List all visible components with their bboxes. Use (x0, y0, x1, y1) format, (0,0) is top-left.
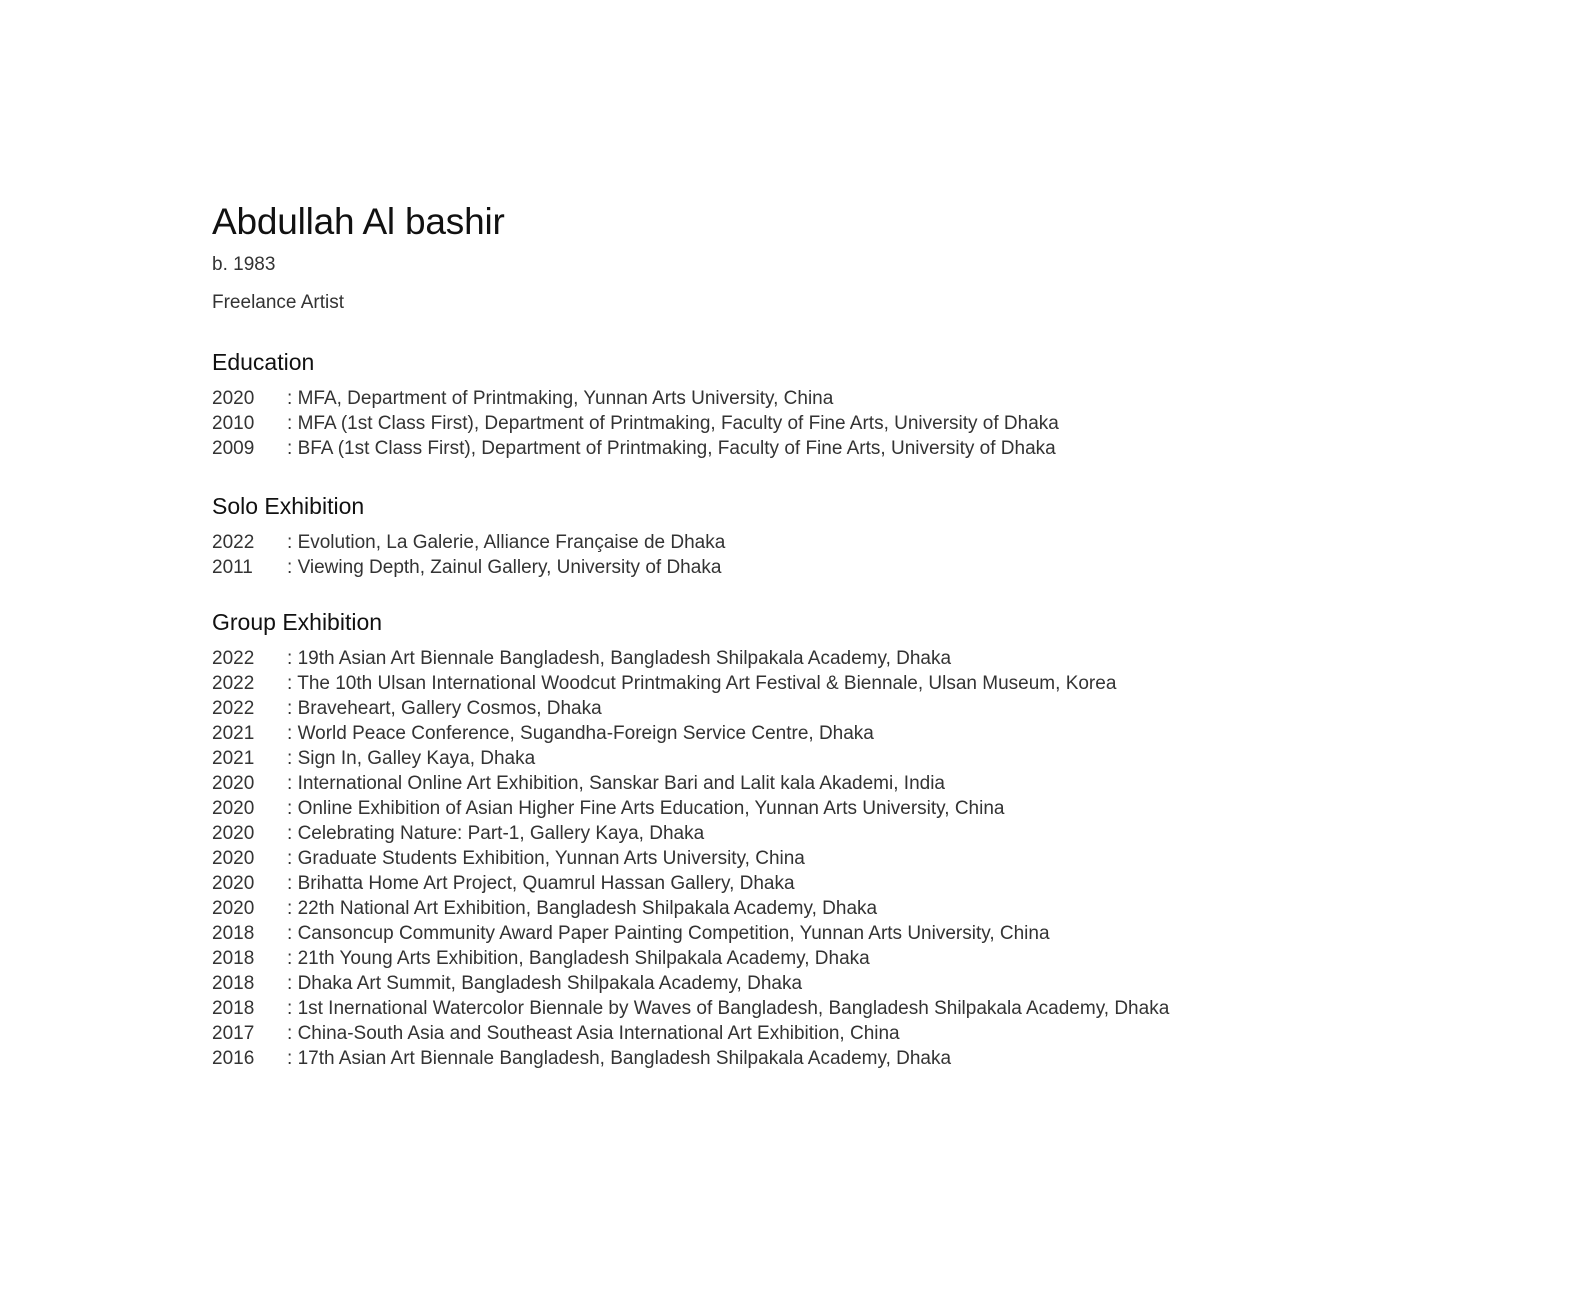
entry-description: : BFA (1st Class First), Department of Printmaking, Faculty of Fine Arts, University of Dhaka (287, 436, 1362, 461)
list-item (212, 996, 1362, 1021)
entry-year: 2018 (212, 973, 255, 994)
list-item (212, 386, 1362, 411)
list-item (212, 946, 1362, 971)
list-item (212, 871, 1362, 896)
entry-year: 2009 (212, 438, 255, 459)
solo-exhibition-section (212, 490, 1362, 580)
entry-year: 2011 (212, 557, 253, 578)
entry-description: : World Peace Conference, Sugandha-Foreign Service Centre, Dhaka (287, 721, 1362, 746)
list-item (212, 530, 1362, 555)
entry-year: 2020 (212, 848, 255, 869)
entry-description: : 1st Inernational Watercolor Biennale by Waves of Bangladesh, Bangladesh Shilpakala Academy, Dhaka (287, 996, 1362, 1021)
list-item (212, 555, 1362, 580)
entry-description: : China-South Asia and Southeast Asia International Art Exhibition, China (287, 1021, 1362, 1046)
group-exhibition-section (212, 606, 1362, 1071)
list-item (212, 746, 1362, 771)
entry-description: : 19th Asian Art Biennale Bangladesh, Bangladesh Shilpakala Academy, Dhaka (287, 646, 1362, 671)
list-item (212, 436, 1362, 461)
entry-description: : MFA (1st Class First), Department of Printmaking, Faculty of Fine Arts, University of Dhaka (287, 411, 1362, 436)
list-item (212, 821, 1362, 846)
entry-description: : Online Exhibition of Asian Higher Fine Arts Education, Yunnan Arts University, China (287, 796, 1362, 821)
entry-year: 2020 (212, 873, 255, 894)
list-item (212, 896, 1362, 921)
entry-description: : Brihatta Home Art Project, Quamrul Hassan Gallery, Dhaka (287, 871, 1362, 896)
entry-year: 2010 (212, 413, 255, 434)
list-item (212, 696, 1362, 721)
entry-year: 2020 (212, 798, 255, 819)
entry-year: 2020 (212, 388, 255, 409)
entry-year: 2018 (212, 948, 255, 969)
section-title-solo-exhibition: Solo Exhibition (212, 493, 365, 519)
entry-year: 2018 (212, 923, 255, 944)
section-title-group-exhibition: Group Exhibition (212, 609, 383, 635)
entry-year: 2018 (212, 998, 255, 1019)
entry-year: 2017 (212, 1023, 255, 1044)
list-item (212, 771, 1362, 796)
list-item (212, 846, 1362, 871)
entry-year: 2021 (212, 748, 255, 769)
entry-year: 2020 (212, 823, 255, 844)
entry-description: : Dhaka Art Summit, Bangladesh Shilpakala Academy, Dhaka (287, 971, 1362, 996)
entry-description: : MFA, Department of Printmaking, Yunnan Arts University, China (287, 386, 1362, 411)
entry-year: 2022 (212, 673, 255, 694)
entry-year: 2020 (212, 898, 255, 919)
solo-exhibition-list (212, 530, 1362, 580)
entry-description: : 21th Young Arts Exhibition, Bangladesh Shilpakala Academy, Dhaka (287, 946, 1362, 971)
list-item (212, 796, 1362, 821)
birth-year: b. 1983 (212, 254, 276, 275)
list-item (212, 646, 1362, 671)
list-item (212, 1021, 1362, 1046)
entry-description: : Evolution, La Galerie, Alliance Française de Dhaka (287, 530, 1362, 555)
entry-description: : Celebrating Nature: Part-1, Gallery Kaya, Dhaka (287, 821, 1362, 846)
entry-description: : Cansoncup Community Award Paper Painting Competition, Yunnan Arts University, China (287, 921, 1362, 946)
cv-document (212, 196, 1362, 1071)
entry-description: : 17th Asian Art Biennale Bangladesh, Bangladesh Shilpakala Academy, Dhaka (287, 1046, 1362, 1071)
entry-description: : Viewing Depth, Zainul Gallery, University of Dhaka (287, 555, 1362, 580)
entry-description: : 22th National Art Exhibition, Bangladesh Shilpakala Academy, Dhaka (287, 896, 1362, 921)
entry-year: 2022 (212, 532, 255, 553)
entry-description: : Sign In, Galley Kaya, Dhaka (287, 746, 1362, 771)
education-list (212, 386, 1362, 461)
entry-description: : Graduate Students Exhibition, Yunnan Arts University, China (287, 846, 1362, 871)
section-title-education: Education (212, 349, 315, 375)
entry-year: 2022 (212, 698, 255, 719)
entry-year: 2020 (212, 773, 255, 794)
education-section (212, 346, 1362, 461)
list-item (212, 721, 1362, 746)
list-item (212, 411, 1362, 436)
entry-description: : Braveheart, Gallery Cosmos, Dhaka (287, 696, 1362, 721)
entry-description: : International Online Art Exhibition, Sanskar Bari and Lalit kala Akademi, India (287, 771, 1362, 796)
entry-year: 2021 (212, 723, 255, 744)
list-item (212, 971, 1362, 996)
entry-year: 2016 (212, 1048, 255, 1069)
list-item (212, 921, 1362, 946)
group-exhibition-list (212, 646, 1362, 1071)
artist-name: Abdullah Al bashir (212, 201, 505, 242)
list-item (212, 671, 1362, 696)
entry-year: 2022 (212, 648, 255, 669)
list-item (212, 1046, 1362, 1071)
occupation: Freelance Artist (212, 292, 344, 313)
entry-description: : The 10th Ulsan International Woodcut Printmaking Art Festival & Biennale, Ulsan Museum, Korea (287, 671, 1362, 696)
